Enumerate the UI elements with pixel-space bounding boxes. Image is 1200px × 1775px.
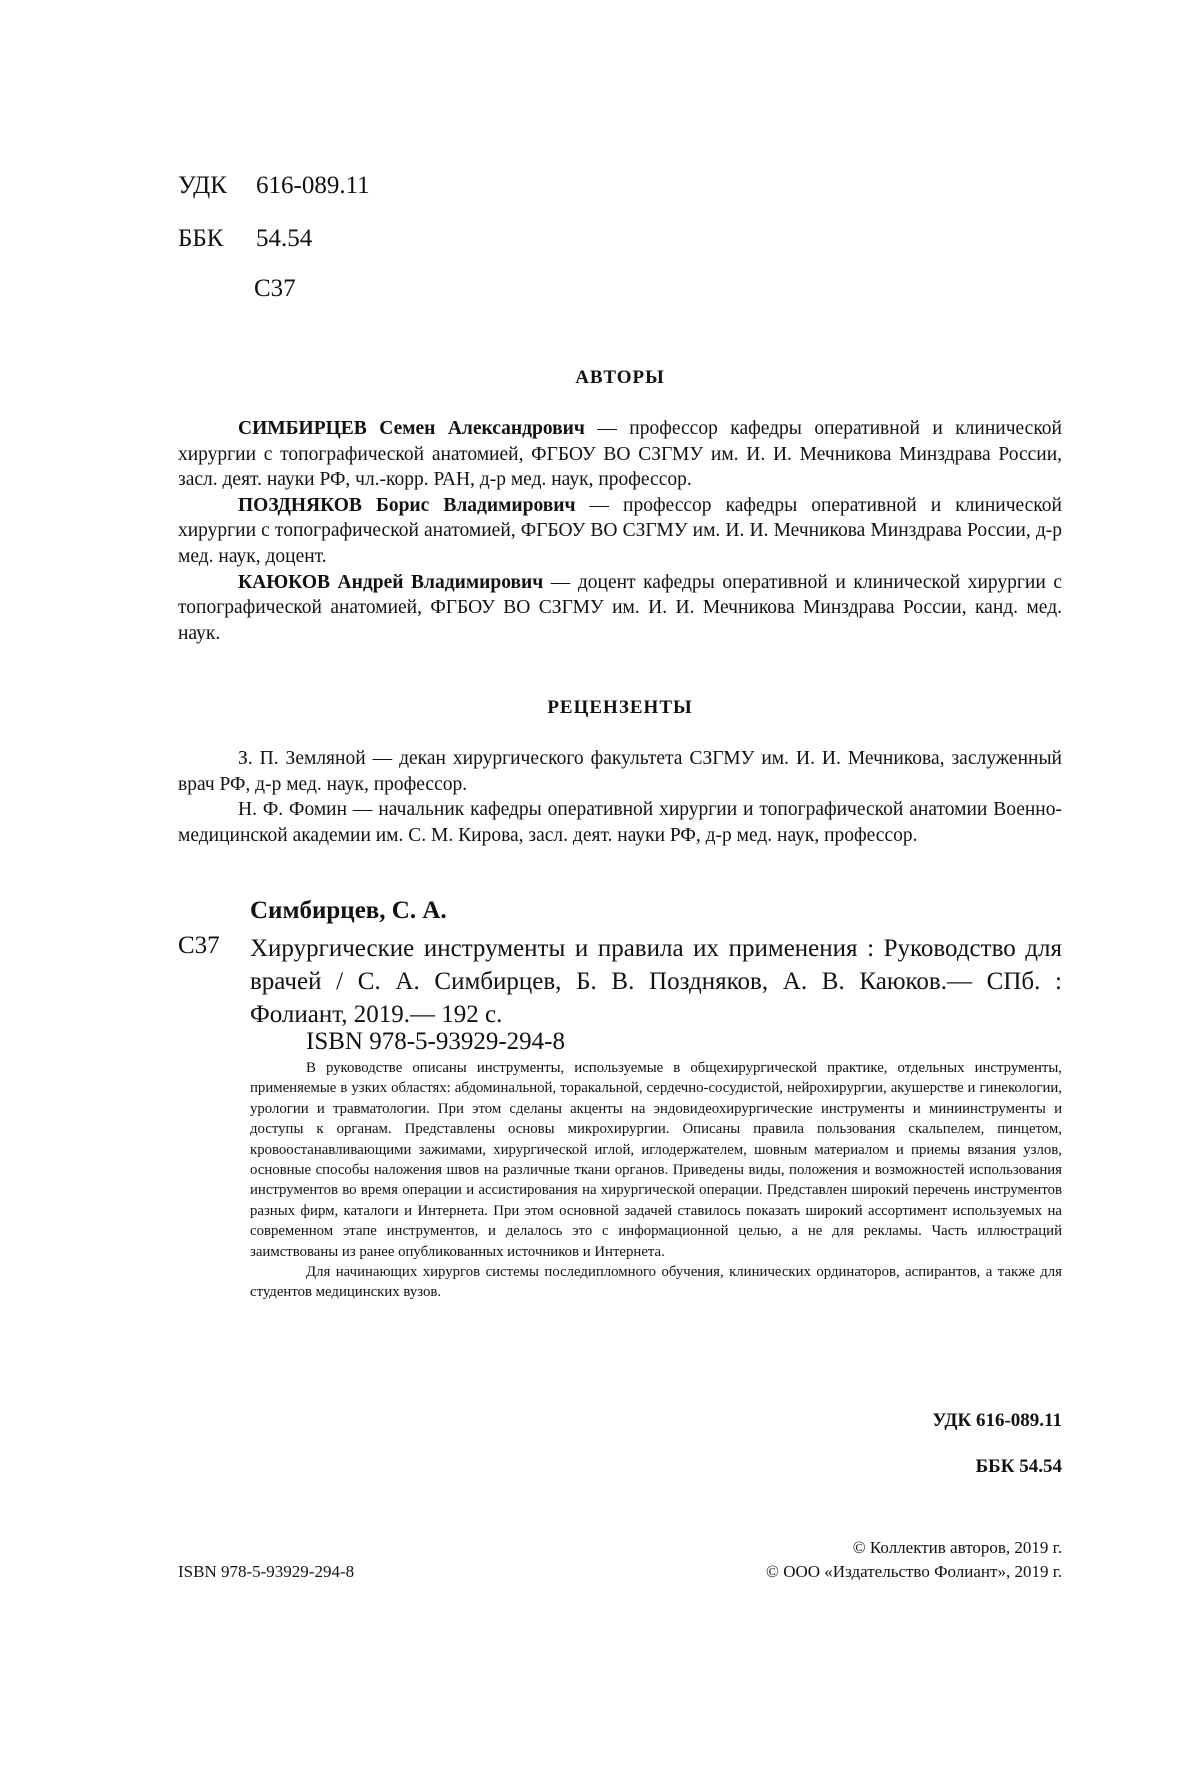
bbk-line <box>178 224 312 254</box>
catalog-description-text: Хирургические инструменты и правила их применения : Руководство для врачей / С. А. Симбирцев, Б. В. Поздняков, А. В. Каюков.— СПб. : Фолиант, 2019.— 192 с. <box>250 935 1062 1028</box>
author-description: — доцент кафедры оперативной и клинической хирургии с топографической анатомией, ФГБОУ ВО СЗГМУ им. И. И. Мечникова Минздрава России, канд. мед. наук. <box>178 571 1062 644</box>
annotation <box>250 1058 1062 1303</box>
authors-block <box>178 416 1062 646</box>
catalog-isbn: ISBN 978-5-93929-294-8 <box>306 1028 566 1055</box>
udk-value: 616-089.11 <box>256 172 370 199</box>
author-description: — профессор кафедры оперативной и клинической хирургии с топографической анатомией, ФГБОУ ВО СЗГМУ им. И. И. Мечникова Минздрава России, д-р мед. наук, доцент. <box>178 494 1062 567</box>
footer-bbk: ББК 54.54 <box>975 1456 1062 1477</box>
author-description: — профессор кафедры оперативной и клинической хирургии с топографической анатомией, ФГБОУ ВО СЗГМУ им. И. И. Мечникова Минздрава России, засл. деят. науки РФ, чл.-корр. РАН, д-р мед. наук, профессор. <box>178 418 1062 491</box>
catalog-description <box>250 932 1062 1031</box>
annotation-paragraph: Для начинающих хирургов системы последипломного обучения, клинических ординаторов, аспирантов, а также для студентов медицинских вузов. <box>250 1264 1062 1301</box>
catalog-author: Симбирцев, С. А. <box>250 897 447 924</box>
udk-line <box>178 171 370 201</box>
author-name: СИМБИРЦЕВ Семен Александрович <box>238 418 585 439</box>
reviewers-heading: РЕЦЕНЗЕНТЫ <box>547 697 693 718</box>
author-name: КАЮКОВ Андрей Владимирович <box>238 571 544 593</box>
reviewer-entry: Н. Ф. Фомин — начальник кафедры оперативной хирургии и топографической анатомии Военно-медицинской академии им. С. М. Кирова, засл. деят. науки РФ, д-р мед. наук, профессор. <box>178 799 1062 846</box>
copyright-publisher: © ООО «Издательство Фолиант», 2019 г. <box>766 1562 1062 1581</box>
bbk-value: 54.54 <box>256 225 313 252</box>
footer-udk: УДК 616-089.11 <box>932 1410 1062 1431</box>
reviewers-block <box>178 746 1062 848</box>
catalog-code: С37 <box>178 932 220 959</box>
copyright-authors: © Коллектив авторов, 2019 г. <box>852 1538 1062 1557</box>
authors-heading: АВТОРЫ <box>575 367 665 388</box>
author-entry <box>178 416 1062 493</box>
author-mark: С37 <box>254 275 296 302</box>
annotation-paragraph: В руководстве описаны инструменты, используемые в общехирургической практике, отдельных инструменты, применяемые в узких областях: абдоминальной, торакальной, сердечно-сосудистой, нейрохирургии, акушерстве и гинекологии, урологии и травматологии. При этом сделаны акценты на эндовидеохирургические инструменты и миниинструменты и доступы к органам. Представлены основы микрохирургии. Описаны правила пользования скальпелем, пинцетом, кровоостанавливающими зажимами, хирургической иглой, иглодержателем, шовным материалом и приемы вязания узлов, основные способы наложения швов на различные ткани органов. Приведены виды, положения и возможностей использования инструментов во время операции и ассистирования на хирургической операции. Представлен широкий перечень инструментов разных фирм, каталоги и Интернета. При этом основной задачей ставилось показать широкий ассортимент используемых на современном этапе инструментов, и делалось это с информационной целью, а не для рекламы. Часть иллюстраций заимствованы из ранее опубликованных источников и Интернета. <box>250 1060 1062 1260</box>
author-name: ПОЗДНЯКОВ Борис Владимирович <box>238 494 576 516</box>
author-entry <box>178 570 1062 647</box>
author-entry <box>178 493 1062 570</box>
footer-isbn: ISBN 978-5-93929-294-8 <box>178 1562 355 1581</box>
reviewer-entry: З. П. Земляной — декан хирургического факультета СЗГМУ им. И. И. Мечникова, заслуженный врач РФ, д-р мед. наук, профессор. <box>178 748 1062 795</box>
bbk-label: ББК <box>178 225 224 252</box>
udk-label: УДК <box>178 172 227 199</box>
